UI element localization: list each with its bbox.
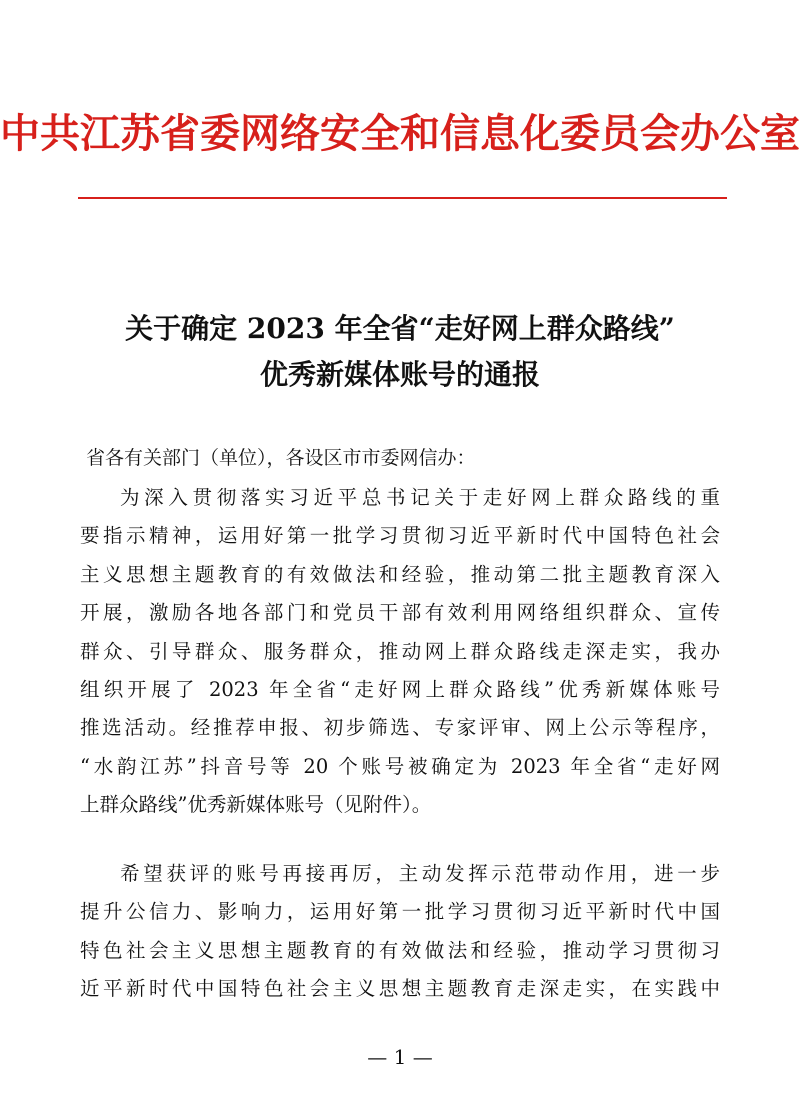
- body-line: 组织开展了 2023 年全省“走好网上群众路线”优秀新媒体账号: [80, 677, 720, 701]
- letterhead-red-rule: [78, 197, 727, 199]
- body-line: 上群众路线”优秀新媒体账号（见附件）。: [80, 793, 432, 817]
- body-line: 要指示精神，运用好第一批学习贯彻习近平新时代中国特色社会: [80, 524, 720, 548]
- body-line: 希望获评的账号再接再厉，主动发挥示范带动作用，进一步: [120, 862, 720, 885]
- body-line: 开展，激励各地各部门和党员干部有效利用网络组织群众、宣传: [80, 601, 720, 625]
- body-line: 群众、引导群众、服务群众，推动网上群众路线走深走实，我办: [80, 639, 720, 663]
- salutation: 省各有关部门（单位），各设区市市委网信办：: [86, 447, 476, 469]
- body-paragraph-1: [80, 479, 720, 825]
- body-line: 提升公信力、影响力，运用好第一批学习贯彻习近平新时代中国: [80, 900, 720, 924]
- body-paragraph-2: [80, 855, 720, 1009]
- body-line: 主义思想主题教育的有效做法和经验，推动第二批主题教育深入: [80, 562, 720, 586]
- document-title: [0, 306, 800, 398]
- document-title-line-2: 优秀新媒体账号的通报: [259, 358, 540, 391]
- page-number: — 1 —: [367, 1045, 433, 1069]
- body-line: “水韵江苏”抖音号等 20 个账号被确定为 2023 年全省“走好网: [80, 754, 720, 778]
- body-line: 特色社会主义思想主题教育的有效做法和经验，推动学习贯彻习: [80, 938, 720, 962]
- body-line: 推选活动。经推荐申报、初步筛选、专家评审、网上公示等程序，: [80, 716, 720, 740]
- body-line: 近平新时代中国特色社会主义思想主题教育走深走实，在实践中: [80, 977, 720, 1001]
- document-title-line-1: 关于确定 2023 年全省“走好网上群众路线”: [125, 312, 675, 345]
- letterhead-org-name: 中共江苏省委网络安全和信息化委员会办公室: [0, 110, 800, 157]
- body-line: 为深入贯彻落实习近平总书记关于走好网上群众路线的重: [120, 486, 720, 509]
